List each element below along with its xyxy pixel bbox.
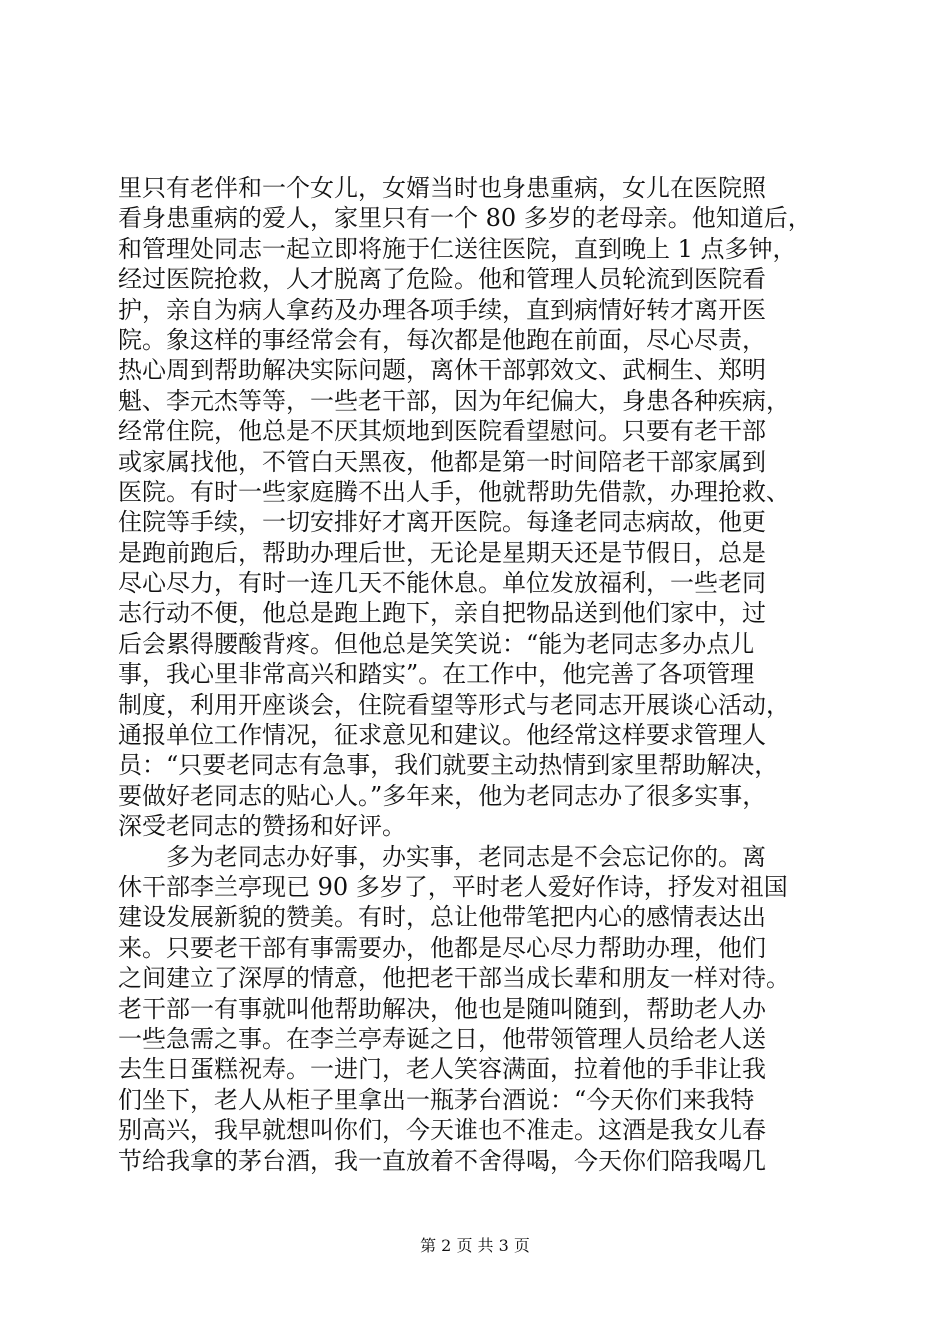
text-line: 一些急需之事。在李兰亭寿诞之日，他带领管理人员给老人送 [118,1024,766,1053]
text-line: 是跑前跑后，帮助办理后世，无论是星期天还是节假日，总是 [118,538,766,567]
text-line: 深受老同志的赞扬和好评。 [118,812,406,841]
text-line: 通报单位工作情况，征求意见和建议。他经常这样要求管理人 [118,721,766,750]
text-line: 建设发展新貌的赞美。有时，总让他带笔把内心的感情表达出 [118,903,766,932]
text-line: 看身患重病的爱人，家里只有一个 80 多岁的老母亲。他知道后， [118,204,812,233]
text-line: 护，亲自为病人拿药及办理各项手续，直到病情好转才离开医 [118,295,766,324]
text-line: 经过医院抢救，人才脱离了危险。他和管理人员轮流到医院看 [118,265,766,294]
text-line: 要做好老同志的贴心人。”多年来，他为老同志办了很多实事， [118,781,767,810]
page-footer: 第 2 页 共 3 页 [420,1236,530,1255]
text-line: 制度，利用开座谈会，住院看望等形式与老同志开展谈心活动， [118,690,790,719]
text-line: 志行动不便，他总是跑上跑下，亲自把物品送到他们家中，过 [118,599,766,628]
text-line: 节给我拿的茅台酒，我一直放着不舍得喝，今天你们陪我喝几 [118,1146,766,1175]
text-line: 别高兴，我早就想叫你们，今天谁也不准走。这酒是我女儿春 [118,1116,766,1145]
text-line: 医院。有时一些家庭腾不出人手，他就帮助先借款，办理抢救、 [118,477,790,506]
text-line: 多为老同志办好事，办实事，老同志是不会忘记你的。离 [118,842,766,871]
text-line: 院。象这样的事经常会有，每次都是他跑在前面，尽心尽责， [118,325,766,354]
text-line: 员：“只要老同志有急事，我们就要主动热情到家里帮助解决， [118,751,779,780]
text-line: 魁、李元杰等等，一些老干部，因为年纪偏大，身患各种疾病， [118,386,790,415]
text-line: 热心周到帮助解决实际问题，离休干部郭效文、武桐生、郑明 [118,356,766,385]
text-line: 老干部一有事就叫他帮助解决，他也是随叫随到，帮助老人办 [118,994,766,1023]
text-line: 去生日蛋糕祝寿。一进门，老人笑容满面，拉着他的手非让我 [118,1055,766,1084]
text-line: 和管理处同志一起立即将施于仁送往医院，直到晚上 1 点多钟， [118,234,797,263]
text-line: 之间建立了深厚的情意，他把老干部当成长辈和朋友一样对待。 [118,964,790,993]
text-line: 们坐下，老人从柜子里拿出一瓶茅台酒说：“今天你们来我特 [118,1085,755,1114]
text-line: 里只有老伴和一个女儿，女婿当时也身患重病，女儿在医院照 [118,174,766,202]
text-line: 休干部李兰亭现已 90 多岁了，平时老人爱好作诗，抒发对祖国 [118,872,788,901]
body-text [118,173,838,1176]
text-line: 事，我心里非常高兴和踏实”。在工作中，他完善了各项管理 [118,660,755,689]
text-line: 经常住院，他总是不厌其烦地到医院看望慰问。只要有老干部 [118,417,766,446]
text-line: 尽心尽力，有时一连几天不能休息。单位发放福利，一些老同 [118,569,766,598]
text-line: 住院等手续，一切安排好才离开医院。每逢老同志病故，他更 [118,508,766,537]
text-line: 来。只要老干部有事需要办，他都是尽心尽力帮助办理，他们 [118,933,766,962]
text-line: 或家属找他，不管白天黑夜，他都是第一时间陪老干部家属到 [118,447,766,476]
text-line: 后会累得腰酸背疼。但他总是笑笑说：“能为老同志多办点儿 [118,629,755,658]
